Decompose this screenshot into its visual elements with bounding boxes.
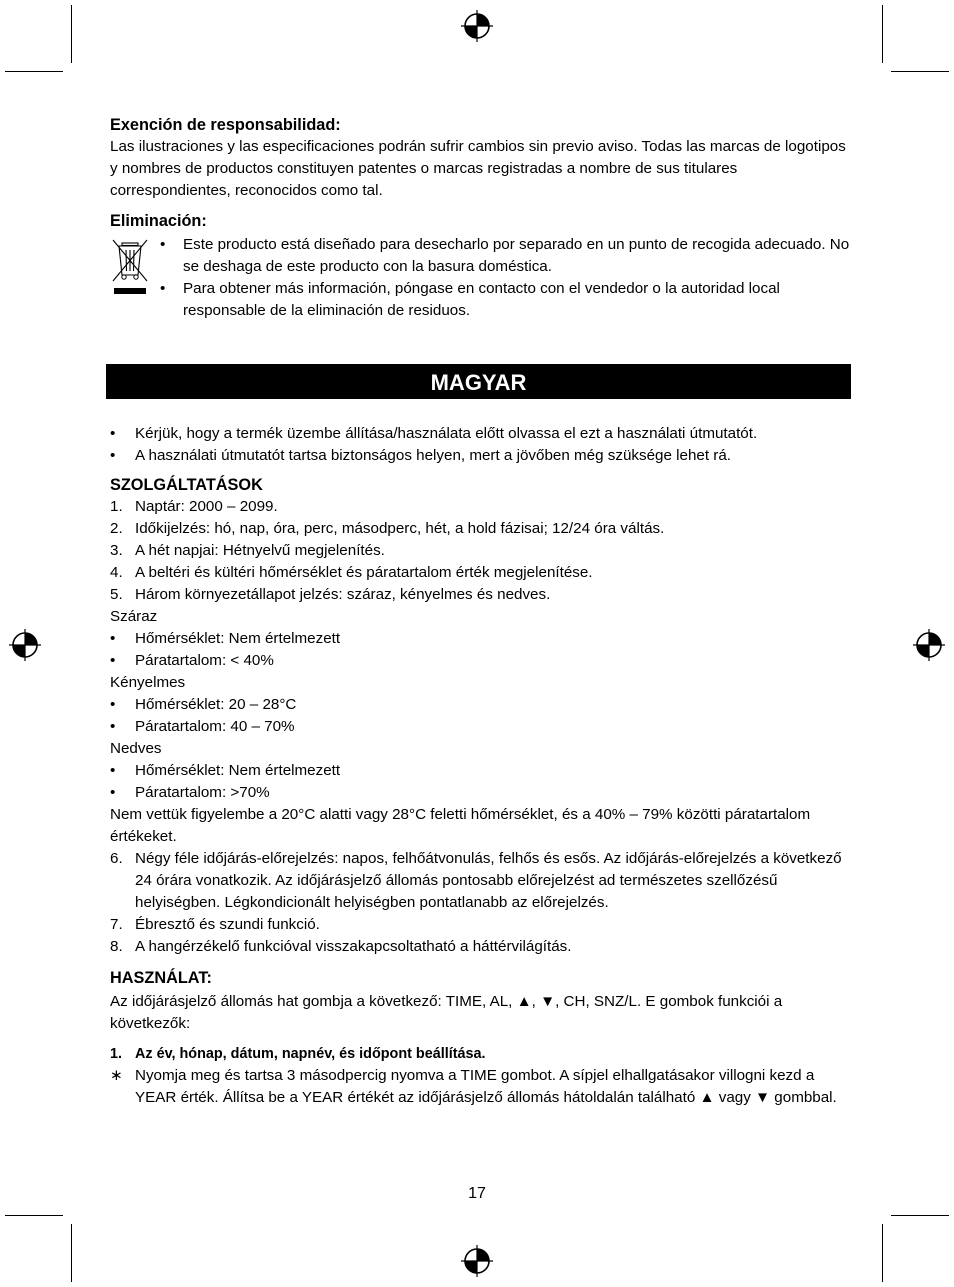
list-item: 5. Három környezetállapot jelzés: száraz, kényelmes és nedves. (110, 586, 551, 603)
disposal-list (160, 234, 850, 322)
usage-intro: Az időjárásjelző állomás hat gombja a következő: TIME, AL, ▲, ▼, CH, SNZ/L. E gombok funkciói a következők: (110, 993, 783, 1032)
crop-mark (5, 71, 63, 72)
crop-mark (5, 1215, 63, 1216)
list-item: 8. A hangérzékelő funkcióval visszakapcsoltatható a háttérvilágítás. (110, 938, 572, 955)
list-item: 2. Időkijelzés: hó, nap, óra, perc, másodperc, hét, a hold fázisai; 12/24 óra váltás. (110, 520, 665, 537)
services-note: Nem vettük figyelembe a 20°C alatti vagy 28°C feletti hőmérséklet, és a 40% – 79% közötti páratartalom értékeket. (110, 806, 811, 845)
services-list (110, 496, 850, 606)
disclaimer-text: Las ilustraciones y las especificaciones podrán sufrir cambios sin previo aviso. Todas las marcas de logotipos y nombres de productos constituyen patentes o marcas registradas a nombre de sus titulares correspondientes, reconocidos como tal. (110, 138, 846, 199)
list-item: • Kérjük, hogy a termék üzembe állítása/használata előtt olvassa el ezt a használati útmutatót. (110, 423, 850, 445)
step-title: 1. Az év, hónap, dátum, napnév, és időpont beállítása. (110, 1046, 486, 1062)
registration-mark-icon (913, 629, 945, 661)
dry-label: Száraz (110, 608, 158, 625)
list-item: • A használati útmutatót tartsa biztonságos helyen, mert a jövőben még szüksége lehet rá. (110, 445, 850, 467)
list-item: 7. Ébresztő és szundi funkció. (110, 916, 320, 933)
page-content (110, 114, 850, 1109)
list-item: 3. A hét napjai: Hétnyelvű megjelenítés. (110, 542, 385, 559)
step-detail-list (110, 1065, 850, 1109)
services-heading: SZOLGÁLTATÁSOK (110, 476, 263, 494)
list-item: 1. Naptár: 2000 – 2099. (110, 498, 278, 515)
registration-mark-icon (461, 1245, 493, 1277)
wet-list (110, 760, 850, 804)
disposal-heading: Eliminación: (110, 212, 207, 230)
usage-heading: HASZNÁLAT: (110, 969, 212, 987)
intro-bullets (110, 423, 850, 467)
language-banner: MAGYAR (106, 364, 851, 399)
list-item: • Hőmérséklet: Nem értelmezett (110, 628, 850, 650)
list-item: • Páratartalom: 40 – 70% (110, 716, 850, 738)
usage-steps (110, 1043, 850, 1065)
crop-mark (882, 1224, 883, 1282)
list-item: • Páratartalom: >70% (110, 782, 850, 804)
list-item: • Páratartalom: < 40% (110, 650, 850, 672)
list-item: 6. Négy féle időjárás-előrejelzés: napos, felhőátvonulás, felhős és esős. Az időjárás-előrejelzés a következő 24 órára vonatkozik. Az időjárásjelző állomás pontosabb előrejelzést ad természetes szellőzésű helyiségben. Légkondicionált helyiségben pontatlanabb az előrejelzés. (110, 850, 842, 911)
dry-list (110, 628, 850, 672)
weee-crossed-bin-icon (110, 234, 160, 322)
registration-mark-icon (461, 10, 493, 42)
list-item: • Para obtener más información, póngase en contacto con el vendedor o la autoridad local responsable de la eliminación de residuos. (160, 278, 850, 322)
services-list-continued (110, 848, 850, 958)
list-item: ∗ Nyomja meg és tartsa 3 másodpercig nyomva a TIME gombot. A sípjel elhallgatásakor villogni kezd a YEAR érték. Állítsa be a YEAR értékét az időjárásjelző állomás hátoldalán található ▲ vagy ▼ gombbal. (110, 1065, 850, 1109)
list-item: • Este producto está diseñado para desecharlo por separado en un punto de recogida adecuado. No se deshaga de este producto con la basura doméstica. (160, 234, 850, 278)
list-item: 4. A beltéri és kültéri hőmérséklet és páratartalom érték megjelenítése. (110, 564, 593, 581)
crop-mark (891, 1215, 949, 1216)
crop-mark (71, 1224, 72, 1282)
crop-mark (71, 5, 72, 63)
crop-mark (891, 71, 949, 72)
wet-label: Nedves (110, 740, 162, 757)
crop-mark (882, 5, 883, 63)
disclaimer-heading: Exención de responsabilidad: (110, 116, 341, 134)
comfort-list (110, 694, 850, 738)
list-item: • Hőmérséklet: Nem értelmezett (110, 760, 850, 782)
list-item: • Hőmérséklet: 20 – 28°C (110, 694, 850, 716)
page-number: 17 (468, 1185, 486, 1202)
registration-mark-icon (9, 629, 41, 661)
comfort-label: Kényelmes (110, 674, 186, 691)
disposal-section (110, 234, 850, 322)
